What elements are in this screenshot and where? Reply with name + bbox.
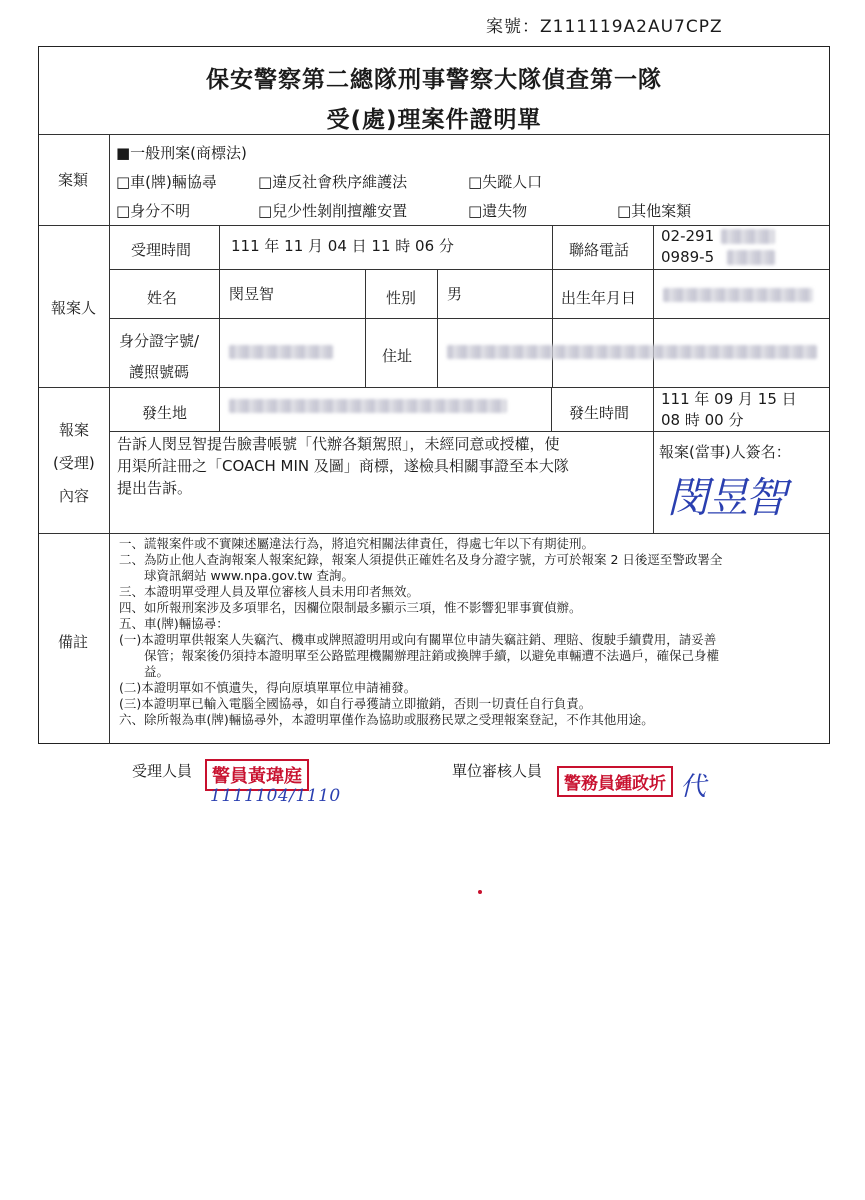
reviewer-note: 代 xyxy=(680,772,707,802)
id-label-1: 身分證字號/ xyxy=(119,332,200,350)
case-option-unknown-identity: □身分不明 xyxy=(116,202,191,220)
note-line: 一、謊報案件或不實陳述屬違法行為，將追究相關法律責任，得處七年以下有期徒刑。 xyxy=(119,536,595,551)
receive-time-value: 111 年 11 月 04 日 11 時 06 分 xyxy=(231,237,454,255)
note-line: (三)本證明單已輸入電腦全國協尋，如自行尋獲請立即撤銷，否則一切責任自行負責。 xyxy=(119,696,592,711)
redacted-place xyxy=(229,399,507,413)
form-subtitle: 受(處)理案件證明單 xyxy=(326,107,542,133)
red-speck xyxy=(478,890,482,894)
place-label: 發生地 xyxy=(142,404,188,422)
reviewer-stamp: 警務員鍾政圻 xyxy=(557,766,673,797)
certificate-form xyxy=(38,46,830,744)
name-value: 閔昱智 xyxy=(229,285,275,303)
note-line: (一)本證明單供報案人失竊汽、機車或牌照證明用或向有關單位申請失竊註銷、理賠、復駛手續費用，請妥善 xyxy=(119,632,717,647)
redacted-phone-1 xyxy=(721,229,775,244)
reporter-signature: 閔昱智 xyxy=(667,473,785,522)
occur-time-label: 發生時間 xyxy=(569,404,630,422)
report-label-2: (受理) xyxy=(53,454,95,472)
phone-value-1: 02-291 xyxy=(661,227,715,245)
note-line: 球資訊網站 www.npa.gov.tw 查詢。 xyxy=(119,568,355,583)
redacted-birth-date xyxy=(663,288,813,302)
address-label: 住址 xyxy=(382,347,413,365)
report-label-3: 內容 xyxy=(59,487,90,505)
case-option-vehicle: □車(牌)輛協尋 xyxy=(116,173,217,191)
note-line: 四、如所報刑案涉及多項罪名，因欄位限制最多顯示三項，惟不影響犯罪事實偵辦。 xyxy=(119,600,582,615)
note-line: 保管；報案後仍須持本證明單至公路監理機關辦理註銷或換牌手續，以避免車輛遭不法過戶，確保己身權 xyxy=(119,648,720,663)
case-option-child-placement: □兒少性剝削擅離安置 xyxy=(258,202,408,220)
note-line: 二、為防止他人查詢報案人報案紀錄，報案人須提供正確姓名及身分證字號，方可於報案 2 日後逕至警政署全 xyxy=(119,552,723,567)
case-option-lost-property: □遺失物 xyxy=(468,202,528,220)
notes-label: 備註 xyxy=(58,633,89,651)
occur-time-value-1: 111 年 09 月 15 日 xyxy=(661,390,797,408)
redacted-phone-2 xyxy=(727,250,775,265)
report-content-line-2: 用渠所註冊之「COACH MIN 及圖」商標，遂檢具相關事證至本大隊 xyxy=(117,457,569,475)
gender-label: 性別 xyxy=(386,289,417,307)
redacted-address xyxy=(447,345,817,359)
report-label-1: 報案 xyxy=(59,421,90,439)
case-type-label: 案類 xyxy=(58,171,89,189)
case-option-social-order: □違反社會秩序維護法 xyxy=(258,173,408,191)
reviewer-label: 單位審核人員 xyxy=(452,762,543,780)
reporter-label: 報案人 xyxy=(51,299,97,317)
notes-list xyxy=(119,536,722,728)
receiver-date: 1111104/1110 xyxy=(210,786,341,806)
note-line: (二)本證明單如不慎遺失，得向原填單單位申請補發。 xyxy=(119,680,417,695)
gender-value: 男 xyxy=(447,285,463,303)
phone-value-2: 0989-5 xyxy=(661,248,715,266)
note-line: 五、車(牌)輛協尋： xyxy=(119,616,229,631)
case-option-other: □其他案類 xyxy=(617,202,692,220)
receiver-label: 受理人員 xyxy=(132,762,193,780)
case-type-selected: ■一般刑案(商標法) xyxy=(116,144,247,162)
case-option-missing-person: □失蹤人口 xyxy=(468,173,543,191)
case-number: 案號：Z111119A2AU7CPZ xyxy=(486,17,723,37)
occur-time-value-2: 08 時 00 分 xyxy=(661,411,744,429)
birth-label: 出生年月日 xyxy=(561,289,637,307)
form-title: 保安警察第二總隊刑事警察大隊偵查第一隊 xyxy=(206,67,662,93)
receiver-stamp: 警員黃瑋庭 xyxy=(205,759,309,791)
report-content-line-3: 提出告訴。 xyxy=(117,479,193,497)
note-line: 益。 xyxy=(119,664,170,679)
note-line: 三、本證明單受理人員及單位審核人員未用印者無效。 xyxy=(119,584,420,599)
phone-label: 聯絡電話 xyxy=(569,241,630,259)
name-label: 姓名 xyxy=(147,289,178,307)
sign-label: 報案(當事)人簽名： xyxy=(659,443,791,461)
note-line: 六、除所報為車(牌)輛協尋外，本證明單僅作為協助或服務民眾之受理報案登記，不作其他用途。 xyxy=(119,712,654,727)
id-label-2: 護照號碼 xyxy=(129,363,190,381)
report-content-line-1: 告訴人閔昱智提告臉書帳號「代辦各類駕照」，未經同意或授權，使 xyxy=(117,435,560,453)
receive-time-label: 受理時間 xyxy=(131,241,192,259)
redacted-id-number xyxy=(229,345,333,359)
